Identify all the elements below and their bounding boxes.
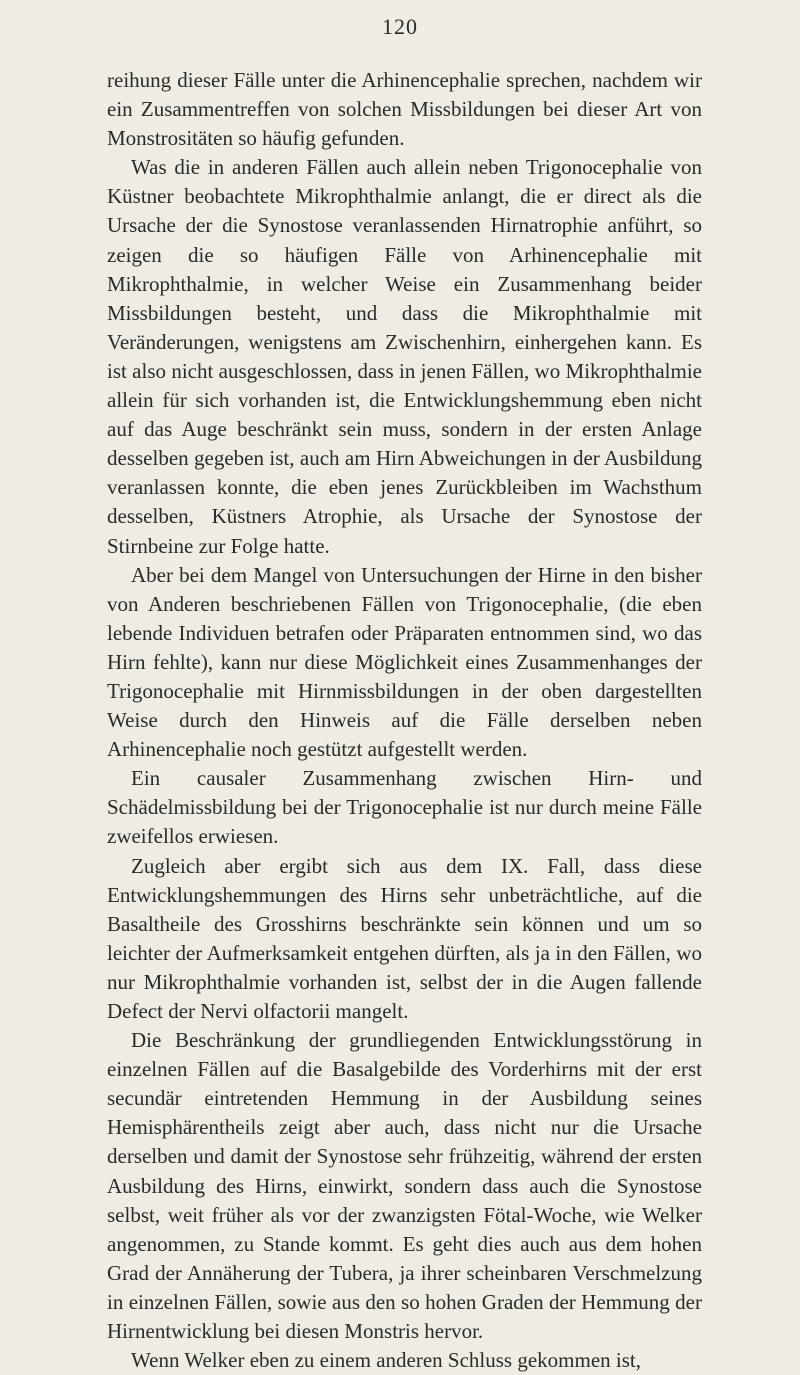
paragraph-1: reihung dieser Fälle unter die Arhinencephalie sprechen, nachdem wir ein Zusammentreffen von solchen Missbildungen bei dieser Art von Monstrositäten so häufig gefunden. xyxy=(107,68,702,151)
paragraph-3: Aber bei dem Mangel von Untersuchungen der Hirne in den bisher von Anderen beschriebenen Fällen von Trigonocephalie, (die eben lebende Individuen betrafen oder Präparaten entnommen sind, wo das Hirn fehlte), kann nur diese Möglichkeit eines Zusammenhanges der Trigonocephalie mit Hirnmissbildungen in der oben dargestellten Weise durch den Hinweis auf die Fälle derselben neben Arhinencephalie noch gestützt aufgestellt werden. xyxy=(107,562,702,762)
paragraph-2: Was die in anderen Fällen auch allein neben Trigonocephalie von Küstner beobachtete Mikrophthalmie anlangt, die er direct als die Ursache der die Synostose veranlassenden Hirnatrophie anführt, so zeigen die so häufigen Fälle von Arhinencephalie mit Mikrophthalmie, in welcher Weise ein Zusammenhang beider Missbildungen besteht, und dass die Mikrophthalmie mit Veränderungen, wenigstens am Zwischenhirn, einhergehen kann. Es ist also nicht ausgeschlossen, dass in jenen Fällen, wo Mikrophthalmie allein für sich vorhanden ist, die Entwicklungshemmung eben nicht auf das Auge beschränkt sein muss, sondern in der ersten Anlage desselben gegeben ist, auch am Hirn Abweichungen in der Ausbildung veranlassen konnte, die eben jenes Zurückbleiben im Wachsthum desselben, Küstners Atrophie, als Ursache der Synostose der Stirnbeine zur Folge hatte. xyxy=(107,155,702,558)
paragraph-7: Wenn Welker eben zu einem anderen Schluss gekommen ist, xyxy=(131,1348,641,1373)
paragraph-6: Die Beschränkung der grundliegenden Entwicklungsstörung in einzelnen Fällen auf die Basalgebilde des Vorderhirns mit der erst secundär eintretenden Hemmung in der Ausbildung seines Hemisphärentheils zeigt aber auch, dass nicht nur die Ursache derselben und damit der Synostose sehr frühzeitig, während der ersten Ausbildung des Hirns, einwirkt, sondern dass auch die Synostose selbst, weit früher als vor der zwanzigsten Fötal-Woche, wie Welker angenommen, zu Stande kommt. Es geht dies auch aus dem hohen Grad der Annäherung der Tubera, ja ihrer scheinbaren Verschmelzung in einzelnen Fällen, sowie aus den so hohen Graden der Hemmung der Hirnentwicklung bei diesen Monstris hervor. xyxy=(107,1028,702,1344)
page-number: 120 xyxy=(382,14,418,39)
paragraph-5: Zugleich aber ergibt sich aus dem IX. Fall, dass diese Entwicklungshemmungen des Hirns sehr unbeträchtliche, auf die Basaltheile des Grosshirns beschränkte sein können und um so leichter der Aufmerksamkeit entgehen dürften, als ja in den Fällen, wo nur Mikrophthalmie vorhanden ist, selbst der in die Augen fallende Defect der Nervi olfactorii mangelt. xyxy=(107,853,702,1023)
paragraph-4: Ein causaler Zusammenhang zwischen Hirn- und Schädelmissbildung bei der Trigonocephalie ist nur durch meine Fälle zweifellos erwiesen. xyxy=(107,766,702,849)
body-text xyxy=(107,66,702,1375)
